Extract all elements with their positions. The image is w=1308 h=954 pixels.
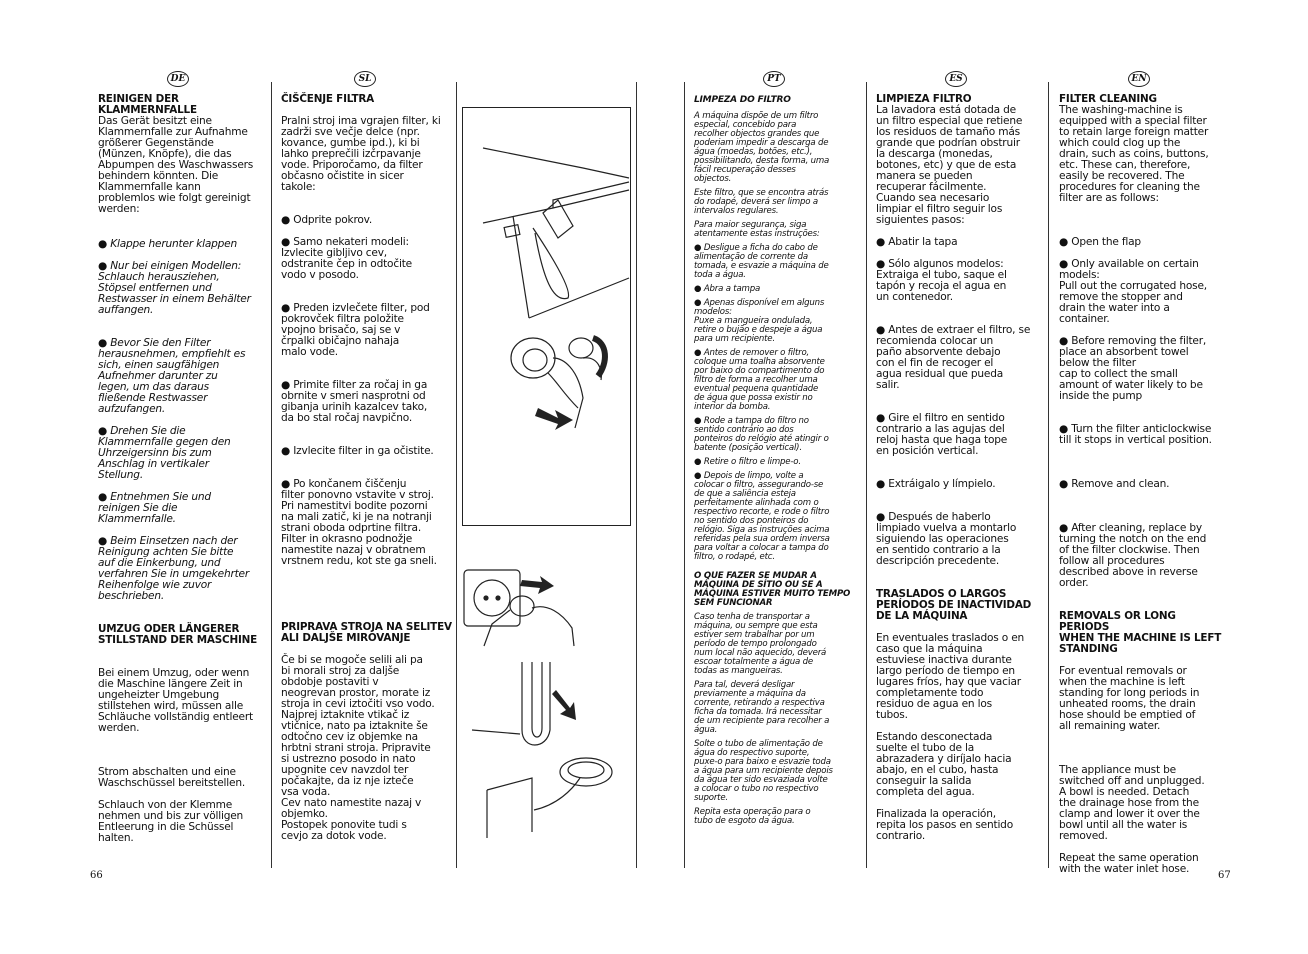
step: ● Sólo algunos modelos: Extraiga el tubo, saque el tapón y recoja el agua en un contenedor. [876,258,1007,303]
step: ● Abra a tampa [694,284,761,294]
column-divider [271,82,272,868]
step: ● Only available on certain models: Pull out the corrugated hose, remove the stopper and drain the water into a container. [1059,258,1207,325]
column-divider [456,82,457,868]
paragraph: Caso tenha de transportar a máquina, ou sempre que esta estiver sem trabalhar por um período de tempo prolongado num local não aquecido, deverá escoar totalmente a água de todas as mangueiras. [694,612,827,676]
step: ● Samo nekateri modeli: Izvlecite gibljivo cev, odstranite čep in odtočite vodo v posodo. [281,236,412,281]
step: ● After cleaning, replace by turning the notch on the end of the filter clockwise. Then follow all procedures described above in reverse order. [1059,522,1207,589]
step: ● Drehen Sie die Klammernfalle gegen den Uhrzeigersinn bis zum Anschlag in vertikaler Stellung. [98,425,231,481]
section-title: FILTER CLEANING [1059,93,1157,105]
section-title: UMZUG ODER LÄNGERER STILLSTAND DER MASCHINE [98,623,258,646]
step: ● Klappe herunter klappen [98,238,237,250]
step: ● Gire el filtro en sentido contrario a las agujas del reloj hasta que haga tope en posición vertical. [876,412,1008,457]
paragraph: Schlauch von der Klemme nehmen und bis zur völligen Entleerung in die Schüssel halten. [98,799,244,844]
language-badge-sl: SL [354,71,376,87]
section-title: REMOVALS OR LONG PERIODS WHEN THE MACHINE IS LEFT STANDING [1059,610,1222,655]
step: ● Bevor Sie den Filter herausnehmen, empfiehlt es sich, einen saugfähigen Aufnehmer darunter zu legen, um das daraus fließende Restwasser aufzufangen. [98,337,246,415]
drain-hose-illustration [462,660,622,840]
step: ● Entnehmen Sie und reinigen Sie die Klammernfalle. [98,491,211,525]
unplug-illustration [462,568,582,648]
paragraph: For eventual removals or when the machine is left standing for long periods in unheated rooms, the drain hose should be emptied of all remaining water. [1059,665,1200,732]
step: ● Primite filter za ročaj in ga obrnite v smeri nasprotni od gibanja urinih kazalcev tako, da bo stal ročaj navpično. [281,379,428,424]
language-badge-es: ES [945,71,967,87]
step: ● Izvlecite filter in ga očistite. [281,445,434,457]
paragraph: Das Gerät besitzt eine Klammernfalle zur Aufnahme größerer Gegenstände (Münzen, Knöpfe), die das Abpumpen des Waschwassers behindern könnten. Die Klammernfalle kann problemlos wie folgt gereinigt werden: [98,115,254,215]
section-title: LIMPIEZA FILTRO [876,93,972,105]
step: ● Turn the filter anticlockwise till it stops in vertical position. [1059,423,1212,446]
step: ● Preden izvlečete filter, pod pokrovček filtra položite vpojno brisačo, saj se v črpalki običajno nahaja malo vode. [281,302,430,358]
step: ● Depois de limpo, volte a colocar o filtro, assegurando-se de que a saliência esteja perfeitamente alinhada com o respectivo recorte, e rode o filtro no sentido dos ponteiros do relógio. Siga as instruções acima referidas pela sua ordem inversa para voltar a colocar a tampa do filtro, o rodapé, etc. [694,471,830,562]
step: ● Antes de remover o filtro, coloque uma toalha absorvente por baixo do compartimento do filtro de forma a recolher uma eventual pequena quantidade de água que possa existir no interior da bomba. [694,348,825,412]
column-divider [684,82,685,868]
paragraph: Bei einem Umzug, oder wenn die Maschine längere Zeit in ungeheizter Umgebung stillstehen wird, müssen alle Schläuche vollständig entleert werden. [98,667,253,734]
language-badge-de: DE [167,71,189,87]
column-sl [281,94,453,842]
page-number-left: 66 [90,870,103,881]
section-title: O QUE FAZER SE MUDAR A MÁQUINA DE SÍTIO OU SE A MÁQUINA ESTIVER MUITO TEMPO SEM FUNCIONAR [694,571,851,608]
paragraph: The washing-machine is equipped with a special filter to retain large foreign matter which could clog up the drain, such as coins, buttons, etc. These can, therefore, easily be recovered. The procedures for cleaning the filter are as follows: [1059,104,1209,204]
step: ● Rode a tampa do filtro no sentido contrário ao dos ponteiros do relógio até atingir o batente (posição vertical). [694,416,829,453]
paragraph: En eventuales traslados o en caso que la máquina estuviese inactiva durante largo período de tiempo en lugares fríos, hay que vaciar completamente todo residuo de agua en los tubos. [876,632,1025,721]
column-divider [636,82,637,868]
section-title: LIMPEZA DO FILTRO [694,95,791,105]
step: ● Abatir la tapa [876,236,958,248]
step: ● Extráigalo y límpielo. [876,478,996,490]
paragraph: Strom abschalten und eine Waschschüssel bereitstellen. [98,766,246,789]
section-title: ČIŠČENJE FILTRA [281,93,374,105]
language-badge-pt: PT [763,71,785,87]
paragraph: Estando desconectada suelte el tubo de la abrazadera y diríjalo hacia abajo, en el cubo, hasta conseguir la salida completa del agua. [876,731,1012,798]
paragraph: Para maior segurança, siga atentamente estas instruções: [694,220,820,239]
paragraph: Para tal, deverá desligar previamente a máquina da corrente, retirando a respectiva ficha da tomada. Irá necessitar de um recipiente para recolher a água. [694,680,830,735]
step: ● Después de haberlo limpiado vuelva a montarlo siguiendo las operaciones en sentido contrario a la descripción precedente. [876,511,1017,567]
paragraph: Este filtro, que se encontra atrás do rodapé, deverá ser limpo a intervalos regulares. [694,188,829,216]
language-badge-en: EN [1128,71,1150,87]
column-es [876,94,1046,842]
paragraph: Repeat the same operation with the water inlet hose. [1059,852,1199,875]
filter-cleaning-illustration [463,108,629,524]
column-de [98,94,268,844]
step: ● Desligue a ficha do cabo de alimentação de corrente da tomada, e esvazie a máquina de toda a água. [694,243,829,280]
paragraph: A máquina dispõe de um filtro especial, concebido para recolher objectos grandes que poderiam impedir a descarga de água (moedas, botões, etc.), possibilitando, desta forma, uma fácil recuperação desses objectos. [694,111,830,184]
paragraph: Pralni stroj ima vgrajen filter, ki zadrži sve večje delce (npr. kovance, gumbe ipd.), ki bi lahko preprečili izčrpavanje vode. Priporočamo, da filter občasno očistite in sicer takole: [281,115,441,193]
step: ● Beim Einsetzen nach der Reinigung achten Sie bitte auf die Einkerbung, und verfahren Sie in umgekehrter Reihenfolge wie zuvor beschrieben. [98,535,250,602]
paragraph: Solte o tubo de alimentação de água do respectivo suporte, puxe-o para baixo e esvazie toda a água para um recipiente depois da água ter sido esvaziada volte a colocar o tubo no respectivo suporte. [694,739,833,803]
step: ● Remove and clean. [1059,478,1170,490]
column-divider [866,82,867,868]
paragraph: The appliance must be switched off and unplugged. A bowl is needed. Detach the drainage hose from the clamp and lower it over the bowl until all the water is removed. [1059,764,1205,842]
step: ● Before removing the filter, place an absorbent towel below the filter cap to collect the small amount of water likely to be inside the pump [1059,335,1207,402]
step: ● Nur bei einigen Modellen: Schlauch herausziehen, Stöpsel entfernen und Restwasser in einem Behälter auffangen. [98,260,251,316]
step: ● Po končanem čiščenju filter ponovno vstavite v stroj. Pri namestitvi bodite pozorni na mali zatič, ki je na notranji strani oboda odprtine filtra. Filter in okrasno podnožje namestite nazaj v obratnem vrstnem redu, kot ste ga sneli. [281,478,437,567]
paragraph: Če bi se mogoče selili ali pa bi morali stroj za daljše obdobje postaviti v neogrevan prostor, morate iz stroja in cevi iztočiti vso vodo. Najprej iztaknite vtikač iz vtičnice, nato pa iztaknite še odtočno cev iz objemke na hrbtni strani stroja. Pripravite si ustrezno posodo in nato upognite cev navzdol ter počakajte, da iz nje izteče vsa voda. Cev nato namestite nazaj v objemko. Postopek ponovite tudi s cevjo za dotok vode. [281,654,435,842]
column-pt [694,94,862,826]
column-en [1059,94,1229,875]
section-title: REINIGEN DER KLAMMERNFALLE [98,93,197,116]
step: ● Retire o filtro e limpe-o. [694,457,801,467]
step: ● Antes de extraer el filtro, se recomienda colocar un paño absorvente debajo con el fin de recoger el agua residual que pueda salir. [876,324,1031,391]
step: ● Apenas disponível em alguns modelos: Puxe a mangueira ondulada, retire o bujão e despeje a água para um recipiente. [694,298,825,344]
step: ● Open the flap [1059,236,1141,248]
column-divider [1048,82,1049,868]
paragraph: Repita esta operação para o tubo de esgoto da água. [694,807,811,826]
section-title: PRIPRAVA STROJA NA SELITEV ALI DALJŠE MIROVANJE [281,621,452,644]
paragraph: La lavadora está dotada de un filtro especial que retiene los residuos de tamaño más grande que podrían obstruir la descarga (monedas, botones, etc) y que de esta manera se pueden recuperar fácilmente. Cuando sea necesario limpiar el filtro seguir los siguientes pasos: [876,104,1023,226]
paragraph: Finalizada la operación, repita los pasos en sentido contrario. [876,808,1013,842]
page-number-right: 67 [1218,870,1231,881]
step: ● Odprite pokrov. [281,214,373,226]
section-title: TRASLADOS O LARGOS PERÍODOS DE INACTIVIDAD DE LA MÁQUINA [876,588,1032,622]
